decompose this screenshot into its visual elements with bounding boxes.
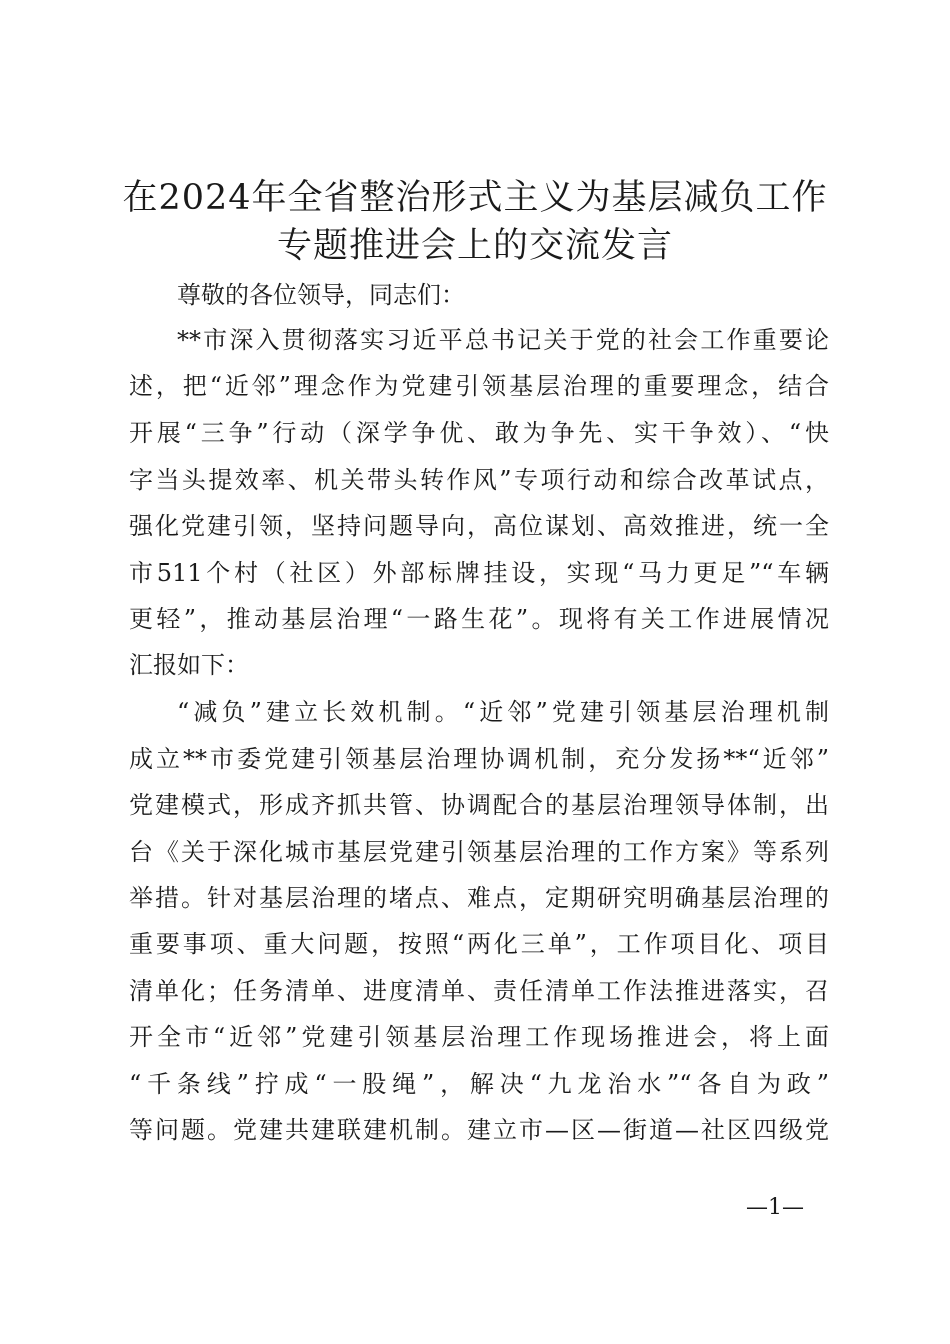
paragraph-2-line: 党建模式，形成齐抓共管、协调配合的基层治理领导体制，出 <box>129 791 829 819</box>
paragraph-2-line: “千条线”拧成“一股绳”，解决“九龙治水”“各自为政” <box>129 1070 829 1098</box>
document-title-line-1: 在2024年全省整治形式主义为基层减负工作 <box>122 178 828 218</box>
paragraph-2-line: 重要事项、重大问题，按照“两化三单”，工作项目化、项目 <box>129 930 829 958</box>
paragraph-2-line: “减负”建立长效机制。“近邻”党建引领基层治理机制 <box>177 698 829 726</box>
paragraph-1-line: 字当头提效率、机关带头转作风”专项行动和综合改革试点， <box>129 466 829 494</box>
paragraph-2-line: 清单化；任务清单、进度清单、责任清单工作法推进落实，召 <box>129 977 829 1005</box>
salutation: 尊敬的各位领导，同志们： <box>177 281 465 309</box>
paragraph-2-line: 举措。针对基层治理的堵点、难点，定期研究明确基层治理的 <box>129 884 829 912</box>
paragraph-1-line: 强化党建引领，坚持问题导向，高位谋划、高效推进，统一全 <box>129 512 829 540</box>
page-number: —1— <box>746 1195 804 1220</box>
paragraph-1-line: 述，把“近邻”理念作为党建引领基层治理的重要理念，结合 <box>129 372 829 400</box>
paragraph-2-line: 成立**市委党建引领基层治理协调机制，充分发扬**“近邻” <box>129 745 829 773</box>
paragraph-1-line: 市511个村（社区）外部标牌挂设，实现“马力更足”“车辆 <box>129 559 829 587</box>
paragraph-2-line: 台《关于深化城市基层党建引领基层治理的工作方案》等系列 <box>129 838 829 866</box>
paragraph-1-line: 开展“三争”行动（深学争优、敢为争先、实干争效）、“快 <box>129 419 829 447</box>
paragraph-1-line: 更轻”，推动基层治理“一路生花”。现将有关工作进展情况 <box>129 605 829 633</box>
document-title-line-2: 专题推进会上的交流发言 <box>276 226 673 266</box>
paragraph-1-line: **市深入贯彻落实习近平总书记关于党的社会工作重要论 <box>177 326 829 354</box>
paragraph-2-line: 等问题。党建共建联建机制。建立市—区—街道—社区四级党 <box>129 1116 829 1144</box>
paragraph-2-line: 开全市“近邻”党建引领基层治理工作现场推进会，将上面 <box>129 1023 829 1051</box>
paragraph-1-line: 汇报如下： <box>129 651 249 679</box>
